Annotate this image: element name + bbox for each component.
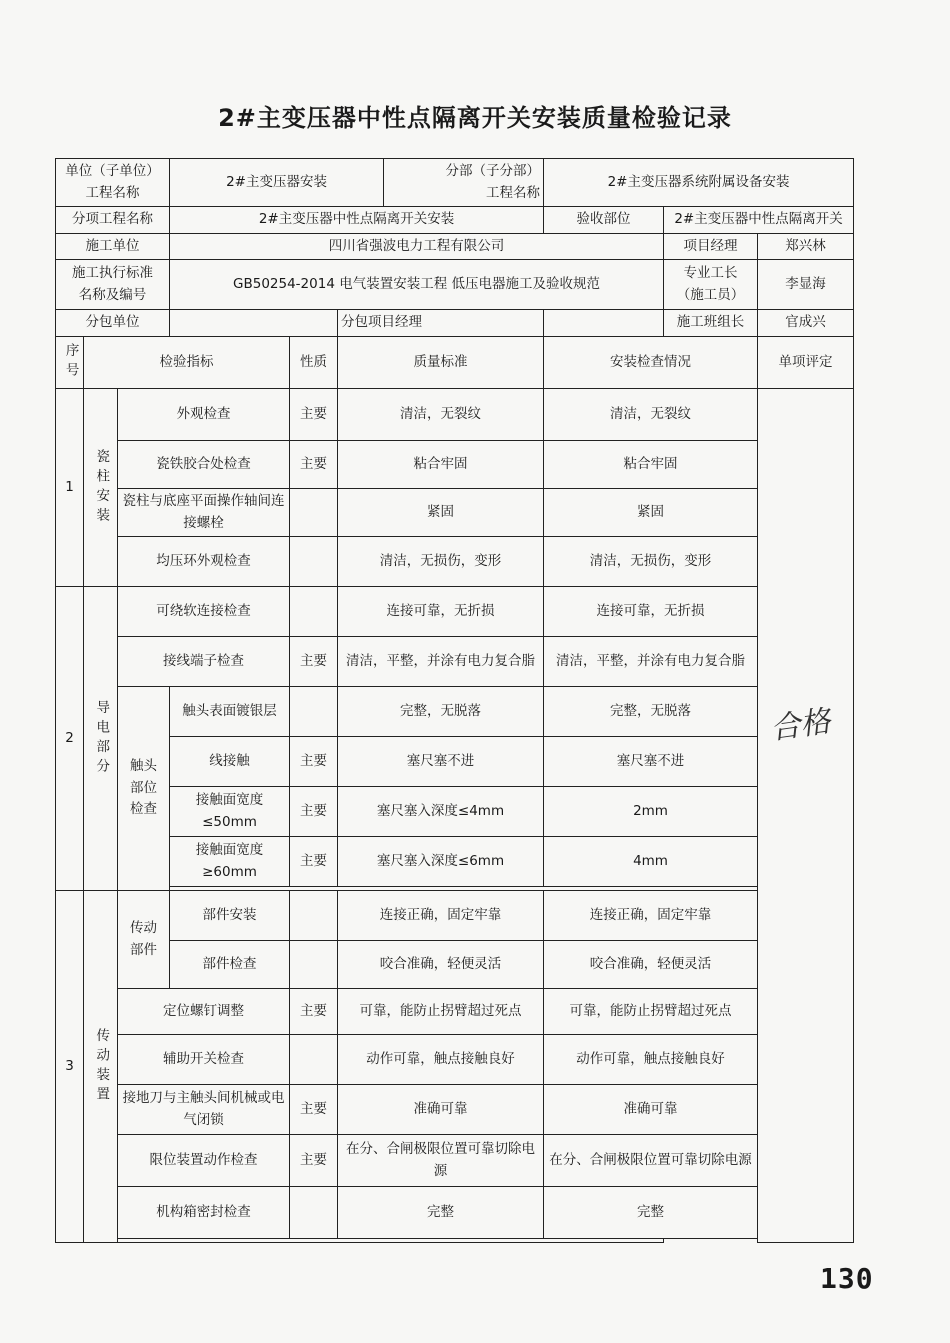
group-number: 1 xyxy=(56,388,84,586)
item-nature xyxy=(290,687,338,737)
page-number: 130 xyxy=(820,1262,874,1295)
item-name: 接触面宽度≤50mm xyxy=(170,787,290,837)
contractor-value: 四川省强波电力工程有限公司 xyxy=(170,233,664,260)
item-result: 清洁，平整，并涂有电力复合脂 xyxy=(544,637,758,687)
item-standard: 清洁，平整，并涂有电力复合脂 xyxy=(338,637,544,687)
item-name: 瓷铁胶合处检查 xyxy=(118,440,290,488)
item-name: 定位螺钉调整 xyxy=(118,989,290,1035)
inspection-record-table xyxy=(55,158,854,1243)
page-title: 2#主变压器中性点隔离开关安装质量检验记录 xyxy=(218,104,732,132)
table-row xyxy=(56,488,854,536)
item-name: 辅助开关检查 xyxy=(118,1035,290,1085)
item-nature xyxy=(290,1187,338,1239)
foreman-label: 专业工长 （施工员） xyxy=(664,260,758,310)
item-name: 接地刀与主触头间机械或电气闭锁 xyxy=(118,1085,290,1135)
item-result: 粘合牢固 xyxy=(544,440,758,488)
team-leader-value: 官成兴 xyxy=(758,310,854,337)
item-standard: 连接正确，固定牢靠 xyxy=(338,891,544,941)
subcontract-pm-label: 分包项目经理 xyxy=(338,310,544,337)
item-nature xyxy=(290,941,338,989)
item-name: 可绕软连接检查 xyxy=(118,587,290,637)
item-nature: 主要 xyxy=(290,440,338,488)
item-standard: 清洁，无损伤，变形 xyxy=(338,537,544,587)
subcontractor-value xyxy=(170,310,338,337)
item-name: 部件安装 xyxy=(170,891,290,941)
group-number: 2 xyxy=(56,587,84,891)
item-result: 塞尺塞不进 xyxy=(544,737,758,787)
table-row xyxy=(56,687,854,737)
item-name: 接触面宽度≥60mm xyxy=(170,837,290,887)
item-nature: 主要 xyxy=(290,388,338,440)
item-nature xyxy=(290,587,338,637)
item-nature xyxy=(290,537,338,587)
table-row xyxy=(56,941,854,989)
item-standard: 完整，无脱落 xyxy=(338,687,544,737)
table-row xyxy=(56,1135,854,1187)
item-result: 动作可靠，触点接触良好 xyxy=(544,1035,758,1085)
subcontract-pm-value xyxy=(544,310,664,337)
item-name: 均压环外观检查 xyxy=(118,537,290,587)
item-nature: 主要 xyxy=(290,1135,338,1187)
group-name: 导电部分 xyxy=(84,587,118,891)
item-result: 完整 xyxy=(544,1187,758,1239)
table-row xyxy=(56,537,854,587)
table-row xyxy=(56,787,854,837)
table-row xyxy=(56,989,854,1035)
col-nature: 性质 xyxy=(290,336,338,388)
item-result: 在分、合闸极限位置可靠切除电源 xyxy=(544,1135,758,1187)
table-row xyxy=(56,837,854,887)
item-name: 线接触 xyxy=(170,737,290,787)
col-seq: 序号 xyxy=(56,336,84,388)
item-name: 限位装置动作检查 xyxy=(118,1135,290,1187)
unit-value: 2#主变压器安装 xyxy=(170,159,384,207)
contractor-label: 施工单位 xyxy=(56,233,170,260)
item-name: 接线端子检查 xyxy=(118,637,290,687)
group-name: 传动装置 xyxy=(84,891,118,1243)
table-row xyxy=(56,1085,854,1135)
item-name: 触头表面镀银层 xyxy=(170,687,290,737)
header-row-item xyxy=(56,207,854,234)
item-result: 连接正确，固定牢靠 xyxy=(544,891,758,941)
subsection-label: 分部（子分部） 工程名称 xyxy=(384,159,544,207)
unit-label: 单位（子单位） 工程名称 xyxy=(56,159,170,207)
header-row-standard xyxy=(56,260,854,310)
item-name: 部件检查 xyxy=(170,941,290,989)
item-name: 机构箱密封检查 xyxy=(118,1187,290,1239)
item-result: 可靠，能防止拐臂超过死点 xyxy=(544,989,758,1035)
header-row-subcontract xyxy=(56,310,854,337)
table-row xyxy=(56,440,854,488)
standard-value: GB50254-2014 电气装置安装工程 低压电器施工及验收规范 xyxy=(170,260,664,310)
item-nature: 主要 xyxy=(290,737,338,787)
col-rating: 单项评定 xyxy=(758,336,854,388)
header-row-contractor xyxy=(56,233,854,260)
item-nature: 主要 xyxy=(290,837,338,887)
item-value: 2#主变压器中性点隔离开关安装 xyxy=(170,207,544,234)
subcontractor-label: 分包单位 xyxy=(56,310,170,337)
item-standard: 塞尺塞入深度≤4mm xyxy=(338,787,544,837)
item-standard: 清洁，无裂纹 xyxy=(338,388,544,440)
table-row xyxy=(56,737,854,787)
item-result: 咬合准确，轻便灵活 xyxy=(544,941,758,989)
team-leader-label: 施工班组长 xyxy=(664,310,758,337)
item-standard: 可靠，能防止拐臂超过死点 xyxy=(338,989,544,1035)
rating-cell xyxy=(758,388,854,1242)
item-label: 分项工程名称 xyxy=(56,207,170,234)
item-standard: 在分、合闸极限位置可靠切除电源 xyxy=(338,1135,544,1187)
item-standard: 粘合牢固 xyxy=(338,440,544,488)
item-result: 4mm xyxy=(544,837,758,887)
item-nature xyxy=(290,488,338,536)
item-result: 清洁，无损伤，变形 xyxy=(544,537,758,587)
col-result: 安装检查情况 xyxy=(544,336,758,388)
item-name: 外观检查 xyxy=(118,388,290,440)
item-nature: 主要 xyxy=(290,637,338,687)
item-standard: 准确可靠 xyxy=(338,1085,544,1135)
col-indicator: 检验指标 xyxy=(84,336,290,388)
col-standard: 质量标准 xyxy=(338,336,544,388)
item-standard: 塞尺塞不进 xyxy=(338,737,544,787)
item-result: 完整，无脱落 xyxy=(544,687,758,737)
item-result: 准确可靠 xyxy=(544,1085,758,1135)
item-standard: 紧固 xyxy=(338,488,544,536)
standard-label: 施工执行标准 名称及编号 xyxy=(56,260,170,310)
table-row xyxy=(56,587,854,637)
subgroup-name: 传动部件 xyxy=(118,891,170,989)
item-standard: 完整 xyxy=(338,1187,544,1239)
foreman-value: 李显海 xyxy=(758,260,854,310)
item-result: 清洁，无裂纹 xyxy=(544,388,758,440)
table-row xyxy=(56,891,854,941)
group-number: 3 xyxy=(56,891,84,1243)
item-nature: 主要 xyxy=(290,989,338,1035)
accept-label: 验收部位 xyxy=(544,207,664,234)
accept-value: 2#主变压器中性点隔离开关 xyxy=(664,207,854,234)
item-standard: 连接可靠，无折损 xyxy=(338,587,544,637)
item-nature xyxy=(290,1035,338,1085)
item-nature: 主要 xyxy=(290,787,338,837)
item-standard: 咬合准确，轻便灵活 xyxy=(338,941,544,989)
table-row xyxy=(56,388,854,440)
pm-value: 郑兴林 xyxy=(758,233,854,260)
spacer-row xyxy=(56,1239,854,1243)
item-result: 2mm xyxy=(544,787,758,837)
item-result: 连接可靠，无折损 xyxy=(544,587,758,637)
pm-label: 项目经理 xyxy=(664,233,758,260)
table-row xyxy=(56,1035,854,1085)
item-result: 紧固 xyxy=(544,488,758,536)
item-nature: 主要 xyxy=(290,1085,338,1135)
table-row xyxy=(56,637,854,687)
table-row xyxy=(56,1187,854,1239)
group-name: 瓷柱安装 xyxy=(84,388,118,586)
subsection-value: 2#主变压器系统附属设备安装 xyxy=(544,159,854,207)
item-nature xyxy=(290,891,338,941)
item-standard: 塞尺塞入深度≤6mm xyxy=(338,837,544,887)
header-row-unit xyxy=(56,159,854,207)
column-header-row xyxy=(56,336,854,388)
subgroup-name: 触头部位检查 xyxy=(118,687,170,891)
item-name: 瓷柱与底座平面操作轴间连接螺栓 xyxy=(118,488,290,536)
item-standard: 动作可靠，触点接触良好 xyxy=(338,1035,544,1085)
rating-signature: 合格 xyxy=(768,703,833,747)
